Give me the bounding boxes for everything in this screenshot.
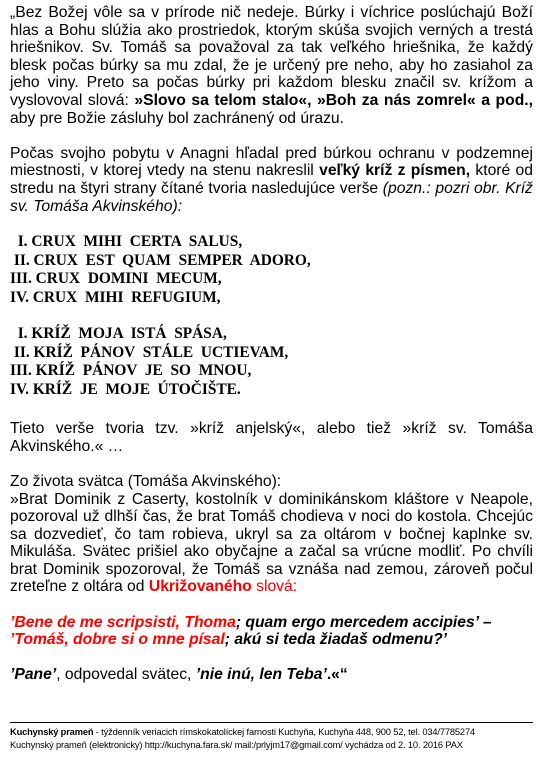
answer-end: .«“ (326, 666, 348, 684)
latin-verse: IV. CRUX MIHI REFUGIUM, (10, 288, 221, 306)
quote-slovak-red: ’Tomáš, dobre si o mne písal (10, 631, 225, 649)
slovak-verse: IV. KRÍŽ JE MOJE ÚTOČIŠTE. (10, 380, 241, 398)
footer-line-2: Kuchynský prameň (elektronicky) http://kuchyna.fara.sk/ mail:/prlyjm17@gmail.com/ vychádza od 2. 10. 2016 PAX (10, 740, 463, 750)
spacer (10, 649, 533, 667)
paragraph-intro (10, 4, 533, 127)
latin-verses (10, 233, 533, 307)
answer-only-you: ’nie inú, len Teba’ (195, 666, 327, 684)
anagni-text-2: ktoré od stredu na štyri strany čítané tvoria nasledujúce verše (10, 162, 533, 197)
latin-verse: III. CRUX DOMINI MECUM, (10, 270, 222, 288)
intro-text-end: aby pre Božie zásluhy bol zachránený od úrazu. (10, 109, 344, 127)
footer (10, 722, 533, 752)
slovak-verse: I. KRÍŽ MOJA ISTÁ SPÁSA, (10, 325, 227, 343)
paragraph-story (10, 491, 533, 597)
story-text: »Brat Dominik z Caserty, kostolník v dominikánskom kláštore v Neapole, pozoroval už dlhší čas, že brat Tomáš chodieva v noci do kostola. Chcejúc sa dozvedieť, čo tam robieva, ukryl sa za oltárom v bočnej kaplnke sv. Mikuláša. Svätec prišiel ako obyčajne a začal sa vrúcne modliť. Po chvíli brat Dominik spozoroval, že Tomáš sa vznáša nad zemou, zároveň počul zreteľne z oltára od (10, 490, 533, 596)
anagni-note: (pozn.: pozri obr. Kríž sv. Tomáša Akvinského): (10, 179, 533, 215)
paragraph-anagni (10, 145, 533, 215)
spacer (10, 596, 533, 614)
crucified-word: Ukrižovaného (148, 578, 252, 596)
slovak-verse: III. KRÍŽ PÁNOV JE SO MNOU, (10, 362, 252, 380)
quote-slovak-rest: ; akú si teda žiadaš odmenu?’ (224, 631, 448, 649)
words-label: slová: (251, 578, 298, 596)
quote-latin-red: ’Bene de me scripsisti, Thoma (10, 613, 236, 631)
slovak-verses (10, 325, 533, 399)
slovak-verse: II. KRÍŽ PÁNOV STÁLE UCTIEVAM, (10, 343, 289, 361)
quote-paragraph (10, 614, 533, 649)
spacer (10, 215, 533, 233)
spacer (10, 455, 533, 473)
latin-verse: II. CRUX EST QUAM SEMPER ADORO, (10, 251, 311, 269)
paragraph-angel-cross: Tieto verše tvoria tzv. »kríž anjelský«, alebo tiež »kríž sv. Tomáša Akvinského.« … (10, 420, 533, 455)
latin-verse: I. CRUX MIHI CERTA SALUS, (10, 233, 243, 251)
quote-latin-rest: ; quam ergo mercedem accipies (235, 613, 475, 631)
spacer (10, 399, 533, 420)
intro-text: „Bez Božej vôle sa v prírode nič nedeje. Búrky i víchrice poslúchajú Boží hlas a Bohu slúžia ako prostriedok, ktorým skúša svojich verných a trestá hriešnikov. Sv. Tomáš sa považoval za tak veľkého hriešnika, že každý blesk počas búrky sa mu zdal, že je určený pre neho, aby ho zasiahol za jeho viny. Preto sa počas búrky pri každom blesku značil sv. krížom a vyslovoval slová: (10, 4, 533, 109)
answer-lord: ’Pane’ (10, 666, 57, 684)
life-heading: Zo života svätca (Tomáša Akvinského): (10, 472, 282, 490)
spacer (10, 127, 533, 145)
footer-info: - týždenník veriacich rímskokatolíckej farnosti Kuchyňa, Kuchyňa 448, 900 52, tel. 034/7785274 (93, 727, 475, 737)
footer-line-1 (10, 726, 533, 739)
spacer (10, 307, 533, 325)
answer-said: , odpovedal svätec, (56, 666, 196, 684)
answer-paragraph (10, 666, 533, 684)
anagni-bold-phrase: veľký kríž z písmen, (319, 162, 471, 180)
footer-title: Kuchynský prameň (10, 727, 94, 737)
quote-dash: ’ – (474, 613, 492, 631)
intro-bold-phrase: »Slovo sa telom stalo«, »Boh za nás zomrel« a pod., (134, 91, 533, 109)
anagni-text: Počas svojho pobytu v Anagni hľadal pred búrkou ochranu v podzemnej miestnosti, v ktorej vtedy na stenu nakreslil (10, 144, 533, 180)
